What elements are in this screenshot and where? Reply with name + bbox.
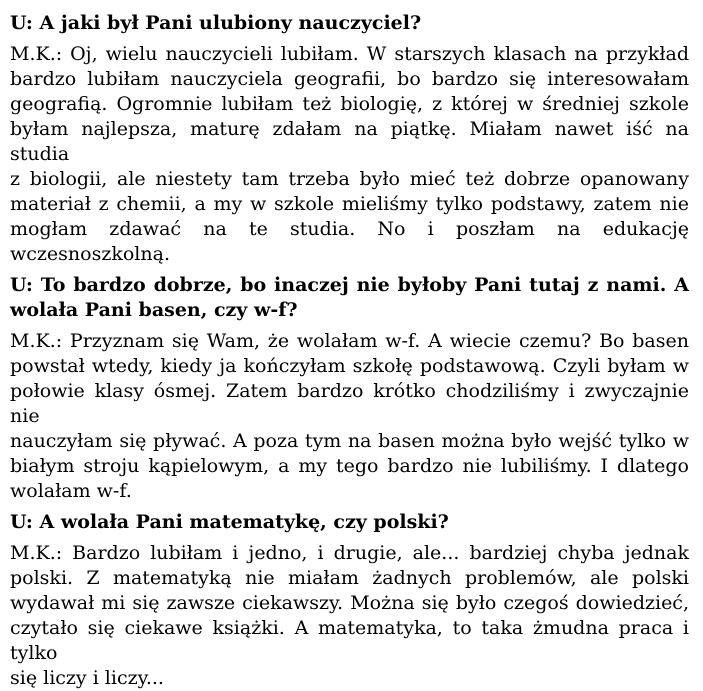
question-heading bbox=[10, 273, 689, 323]
heading-line: U: A wolała Pani matematykę, czy polski? bbox=[10, 511, 449, 533]
paragraph-line: wydawał mi się zawsze ciekawszy. Można się było czegoś dowiedzieć, bbox=[10, 592, 689, 614]
paragraph-line: czytało się ciekawe książki. A matematyka, to taka żmudna praca i tylko bbox=[10, 617, 689, 664]
paragraph-line: powstał wtedy, kiedy ja kończyłam szkołę podstawową. Czyli byłam w bbox=[10, 355, 689, 377]
paragraph-line: bardzo lubiłam nauczyciela geografii, bo bardzo się interesowałam bbox=[10, 68, 689, 90]
paragraph-line: mogłam zdawać na te studia. No i poszłam na edukację bbox=[10, 218, 689, 240]
answer-paragraph bbox=[10, 42, 689, 267]
heading-line: U: A jaki był Pani ulubiony nauczyciel? bbox=[10, 12, 422, 34]
document-content bbox=[10, 11, 689, 691]
heading-line: wolała Pani basen, czy w-f? bbox=[10, 299, 298, 321]
answer-paragraph bbox=[10, 541, 689, 691]
paragraph-line: M.K.: Bardzo lubiłam i jedno, i drugie, ale... bardziej chyba jednak bbox=[10, 542, 689, 564]
heading-line: U: To bardzo dobrze, bo inaczej nie byłoby Pani tutaj z nami. A bbox=[10, 274, 689, 296]
paragraph-line: wczesnoszkolną. bbox=[10, 243, 170, 265]
paragraph-line: polski. Z matematyką nie miałam żadnych problemów, ale polski bbox=[10, 567, 689, 589]
paragraph-line: M.K.: Oj, wielu nauczycieli lubiłam. W starszych klasach na przykład bbox=[10, 43, 689, 65]
paragraph-line: się liczy i liczy... bbox=[10, 667, 164, 689]
answer-paragraph bbox=[10, 329, 689, 504]
paragraph-line: nauczyłam się pływać. A poza tym na basen można było wejść tylko w bbox=[10, 430, 689, 452]
question-heading bbox=[10, 510, 689, 535]
paragraph-line: geografią. Ogromnie lubiłam też biologię, z której w średniej szkole bbox=[10, 93, 689, 115]
paragraph-line: białym stroju kąpielowym, a my tego bardzo nie lubiliśmy. I dlatego bbox=[10, 455, 689, 477]
paragraph-line: wolałam w-f. bbox=[10, 480, 132, 502]
question-heading bbox=[10, 11, 689, 36]
paragraph-line: z biologii, ale niestety tam trzeba było mieć też dobrze opanowany bbox=[10, 168, 689, 190]
paragraph-line: byłam najlepsza, maturę zdałam na piątkę. Miałam nawet iść na studia bbox=[10, 118, 689, 165]
paragraph-line: połowie klasy ósmej. Zatem bardzo krótko chodziliśmy i zwyczajnie nie bbox=[10, 380, 689, 427]
paragraph-line: M.K.: Przyznam się Wam, że wolałam w-f. A wiecie czemu? Bo basen bbox=[10, 330, 689, 352]
paragraph-line: materiał z chemii, a my w szkole mieliśmy tylko podstawy, zatem nie bbox=[10, 193, 689, 215]
